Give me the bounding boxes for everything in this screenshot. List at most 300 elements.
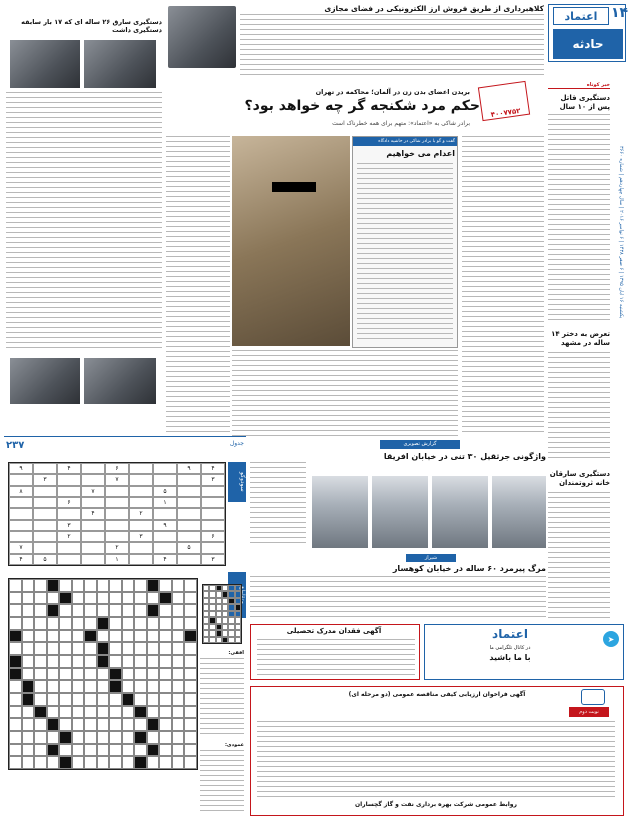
crossword-cell[interactable] [122,642,135,655]
crossword-cell [59,592,72,605]
sudoku-cell[interactable]: ۵ [153,486,177,497]
sudoku-cell[interactable] [33,542,57,553]
crossword-cell [97,617,110,630]
crossword-cell[interactable] [47,592,60,605]
sudoku-cell[interactable] [129,474,153,485]
crossword-cell[interactable] [159,655,172,668]
sudoku-cell[interactable] [81,474,105,485]
mini-grid-cell[interactable] [235,637,241,643]
crossword-cell[interactable] [134,655,147,668]
crossword-cell[interactable] [59,617,72,630]
horizontal-clues-label: افقی: [228,650,244,656]
crossword-cell[interactable] [184,756,197,769]
crossword-cell[interactable] [9,592,22,605]
sudoku-cell[interactable]: ۹ [9,463,33,474]
crossword-cell[interactable] [97,731,110,744]
sudoku-cell[interactable] [105,486,129,497]
crossword-cell[interactable] [34,579,47,592]
sudoku-cell[interactable]: ۷ [81,486,105,497]
main-byline: برادر شاکی به «اعتماد»: متهم برای همه خطرناک است [332,120,470,127]
crossword-cell [47,579,60,592]
sudoku-cell[interactable] [9,474,33,485]
crossword-cell[interactable] [84,693,97,706]
crossword-cell[interactable] [22,579,35,592]
crossword-cell[interactable] [172,592,185,605]
crossword-cell[interactable] [84,655,97,668]
crossword-cell[interactable] [159,693,172,706]
sudoku-cell[interactable] [177,520,201,531]
sudoku-cell[interactable] [57,542,81,553]
crossword-cell[interactable] [109,630,122,643]
crossword-cell[interactable] [159,617,172,630]
crossword-cell[interactable] [109,744,122,757]
crossword-cell[interactable] [172,756,185,769]
sudoku-cell[interactable] [105,497,129,508]
crossword-cell[interactable] [47,756,60,769]
sudoku-cell[interactable] [177,486,201,497]
sudoku-cell[interactable] [81,497,105,508]
crossword-cell[interactable] [147,668,160,681]
crossword-cell[interactable] [84,731,97,744]
crossword-cell[interactable] [184,706,197,719]
sudoku-cell[interactable] [9,508,33,519]
crossword-cell[interactable] [159,680,172,693]
crossword-cell[interactable] [97,668,110,681]
crossword-cell[interactable] [34,617,47,630]
sudoku-cell[interactable] [105,520,129,531]
crossword-cell[interactable] [59,630,72,643]
crossword-cell[interactable] [47,655,60,668]
crossword-cell[interactable] [34,756,47,769]
sudoku-cell[interactable] [201,542,225,553]
sudoku-cell[interactable] [201,486,225,497]
crossword-cell[interactable] [184,744,197,757]
crossword-cell[interactable] [47,706,60,719]
sudoku-cell[interactable] [153,531,177,542]
crossword-cell[interactable] [172,693,185,706]
sudoku-cell[interactable] [57,474,81,485]
shiraz-body [250,576,546,620]
crossword-cell[interactable] [72,604,85,617]
crossword-cell[interactable] [72,592,85,605]
crossword-cell[interactable] [134,592,147,605]
crossword-cell[interactable] [34,668,47,681]
crossword-cell[interactable] [159,706,172,719]
crossword-cell[interactable] [172,668,185,681]
crossword-cell[interactable] [147,592,160,605]
crossword-cell[interactable] [59,693,72,706]
sudoku-cell[interactable] [153,508,177,519]
crossword-cell[interactable] [147,617,160,630]
sudoku-cell[interactable] [201,520,225,531]
crossword-cell[interactable] [184,617,197,630]
crossword-cell[interactable] [97,706,110,719]
crossword-cell[interactable] [72,706,85,719]
crossword-cell[interactable] [72,655,85,668]
crossword-cell[interactable] [122,718,135,731]
crossword-cell[interactable] [109,693,122,706]
left-top-story-title: دستگیری سارق ۲۶ ساله ای که ۱۷ بار سابقه دستگیری داشت [21,18,162,34]
crossword-cell[interactable] [34,655,47,668]
crossword-cell[interactable] [97,630,110,643]
crossword-cell[interactable] [72,630,85,643]
crossword-cell[interactable] [184,668,197,681]
crossword-cell[interactable] [47,617,60,630]
sudoku-cell[interactable]: ۱ [105,554,129,565]
crossword-cell[interactable] [109,731,122,744]
crossword-cell[interactable] [47,642,60,655]
crossword-cell[interactable] [59,642,72,655]
sudoku-cell[interactable]: ۲ [129,508,153,519]
crossword-cell[interactable] [34,693,47,706]
page-number: ۱۴ [611,5,629,21]
crossword-cell[interactable] [159,630,172,643]
crossword-cell[interactable] [159,604,172,617]
crossword-cell[interactable] [172,680,185,693]
crossword-cell[interactable] [9,706,22,719]
crossword-cell[interactable] [59,604,72,617]
sudoku-cell[interactable] [153,463,177,474]
crossword-cell[interactable] [22,668,35,681]
crossword-cell[interactable] [9,693,22,706]
crossword-cell[interactable] [172,617,185,630]
crossword-cell[interactable] [184,604,197,617]
crossword-cell[interactable] [184,718,197,731]
crossword-cell[interactable] [122,668,135,681]
main-story-col3 [232,350,458,438]
crossword-cell[interactable] [134,579,147,592]
crossword-cell[interactable] [22,756,35,769]
sudoku-cell[interactable]: ۹ [177,463,201,474]
crossword-cell[interactable] [84,592,97,605]
sudoku-cell[interactable] [129,463,153,474]
crossword-cell[interactable] [34,630,47,643]
crossword-cell[interactable] [47,680,60,693]
subscribe-cta[interactable]: با ما باشید [489,653,531,662]
sudoku-cell[interactable] [81,520,105,531]
sudoku-cell[interactable]: ۴ [81,508,105,519]
crossword-cell[interactable] [172,642,185,655]
crossword-cell[interactable] [97,579,110,592]
sudoku-cell[interactable] [177,474,201,485]
sudoku-cell[interactable] [105,508,129,519]
sudoku-cell[interactable] [33,508,57,519]
crossword-cell[interactable] [72,756,85,769]
crossword-cell[interactable] [159,718,172,731]
top-story-photo [168,6,236,68]
crossword-cell[interactable] [84,617,97,630]
crossword-cell[interactable] [122,744,135,757]
lost-doc-body [257,639,415,675]
crossword-cell[interactable] [147,756,160,769]
sudoku-cell[interactable] [9,520,33,531]
crossword-cell[interactable] [172,579,185,592]
crossword-cell[interactable] [34,744,47,757]
sudoku-cell[interactable]: ۴ [9,554,33,565]
sudoku-cell[interactable]: ۳ [57,520,81,531]
crossword-cell[interactable] [134,718,147,731]
crossword-cell[interactable] [159,756,172,769]
sudoku-cell[interactable] [153,474,177,485]
sudoku-cell[interactable]: ۶ [57,497,81,508]
crossword-cell[interactable] [109,592,122,605]
top-story-body [240,14,544,76]
sudoku-cell[interactable] [177,497,201,508]
crossword-cell[interactable] [97,604,110,617]
crossword-cell[interactable] [72,579,85,592]
sudoku-cell[interactable]: ۳ [33,474,57,485]
crossword-cell[interactable] [84,668,97,681]
crossword-cell[interactable] [9,744,22,757]
crossword-cell[interactable] [172,731,185,744]
crossword-cell[interactable] [122,617,135,630]
crossword-cell[interactable] [72,642,85,655]
crossword-cell[interactable] [84,744,97,757]
crossword-cell[interactable] [97,744,110,757]
crossword-cell[interactable] [109,617,122,630]
tender-ad [250,686,624,816]
crossword-cell[interactable] [147,706,160,719]
crossword-cell[interactable] [9,579,22,592]
sudoku-cell[interactable] [129,520,153,531]
crossword-cell[interactable] [59,680,72,693]
sudoku-cell[interactable] [129,554,153,565]
crossword-cell[interactable] [122,604,135,617]
crossword-cell[interactable] [84,642,97,655]
main-badge: ۴۰۰۷۷۵۲ [478,81,530,121]
crossword-cell[interactable] [134,604,147,617]
crossword-cell[interactable] [22,630,35,643]
sudoku-cell[interactable]: ۴ [201,463,225,474]
crossword-cell[interactable] [159,642,172,655]
crossword-cell[interactable] [84,680,97,693]
sudoku-cell[interactable] [81,542,105,553]
crossword-cell[interactable] [122,630,135,643]
crossword-cell[interactable] [59,579,72,592]
crossword-cell[interactable] [122,756,135,769]
crossword-cell[interactable] [184,693,197,706]
photo-report-label: گزارش تصویری [380,440,460,449]
crossword-cell[interactable] [34,731,47,744]
sudoku-cell[interactable]: ۴ [153,554,177,565]
crossword-cell[interactable] [97,680,110,693]
crossword-cell[interactable] [122,731,135,744]
sudoku-cell[interactable]: ۸ [9,486,33,497]
crossword-cell[interactable] [22,655,35,668]
crossword-cell[interactable] [97,756,110,769]
crossword-cell[interactable] [122,592,135,605]
crossword-cell[interactable] [72,693,85,706]
crossword-cell[interactable] [59,744,72,757]
crossword-cell[interactable] [22,642,35,655]
sudoku-cell[interactable]: ۶ [105,463,129,474]
crossword-cell[interactable] [172,706,185,719]
crossword-cell [109,680,122,693]
crossword-cell [147,579,160,592]
crossword-cell[interactable] [147,630,160,643]
crossword-cell[interactable] [72,744,85,757]
crossword-cell[interactable] [9,642,22,655]
crossword-cell[interactable] [134,630,147,643]
sudoku-cell[interactable]: ۱ [153,497,177,508]
crossword-cell[interactable] [184,655,197,668]
crossword-cell[interactable] [34,592,47,605]
sudoku-cell[interactable] [153,542,177,553]
sudoku-cell[interactable] [33,520,57,531]
crane-photo-1 [312,476,368,548]
crossword-cell[interactable] [147,731,160,744]
crossword-cell[interactable] [9,718,22,731]
crossword-cell[interactable] [159,668,172,681]
sudoku-cell[interactable]: ۹ [153,520,177,531]
crossword-cell[interactable] [9,731,22,744]
crossword-cell[interactable] [9,604,22,617]
sudoku-cell[interactable] [33,486,57,497]
crossword-cell[interactable] [22,744,35,757]
crossword-cell[interactable] [72,617,85,630]
crossword-cell[interactable] [97,592,110,605]
crossword-cell[interactable] [34,718,47,731]
sudoku-cell[interactable] [57,508,81,519]
crossword-cell[interactable] [122,706,135,719]
sudoku-cell[interactable] [81,531,105,542]
sudoku-cell[interactable] [57,554,81,565]
sudoku-cell[interactable] [81,554,105,565]
crossword-cell[interactable] [134,617,147,630]
crossword-cell[interactable] [134,693,147,706]
crossword-cell[interactable] [84,718,97,731]
crossword-cell[interactable] [34,680,47,693]
crossword-cell[interactable] [122,680,135,693]
crossword-cell[interactable] [22,604,35,617]
crossword-cell[interactable] [47,630,60,643]
crossword-cell[interactable] [134,744,147,757]
sudoku-cell[interactable] [33,463,57,474]
crossword-cell[interactable] [22,617,35,630]
crossword-cell[interactable] [34,604,47,617]
crossword-cell[interactable] [147,655,160,668]
sudoku-cell[interactable] [177,508,201,519]
sudoku-cell[interactable] [9,497,33,508]
crossword-cell[interactable] [109,756,122,769]
sudoku-cell[interactable] [201,508,225,519]
crossword-cell[interactable] [47,693,60,706]
crossword-cell[interactable] [72,731,85,744]
sudoku-cell[interactable] [177,531,201,542]
sudoku-cell[interactable]: ۲ [57,531,81,542]
crossword-cell[interactable] [47,668,60,681]
crossword-cell[interactable] [72,668,85,681]
crossword-cell[interactable] [184,579,197,592]
crossword-cell[interactable] [97,718,110,731]
crossword-cell[interactable] [22,718,35,731]
crossword-cell[interactable] [72,680,85,693]
crossword-cell[interactable] [34,642,47,655]
crossword-cell[interactable] [147,693,160,706]
sudoku-cell[interactable] [177,554,201,565]
crossword-cell[interactable] [97,693,110,706]
sudoku-cell[interactable] [129,542,153,553]
crossword-cell[interactable] [84,604,97,617]
crossword-cell[interactable] [172,718,185,731]
sudoku-cell[interactable]: ۴ [57,463,81,474]
sudoku-cell[interactable]: ۷ [105,474,129,485]
crossword-cell[interactable] [84,579,97,592]
crossword-cell[interactable] [147,642,160,655]
sudoku-cell[interactable] [81,463,105,474]
sudoku-cell[interactable] [201,497,225,508]
crossword-cell[interactable] [59,706,72,719]
crossword-cell[interactable] [172,604,185,617]
crossword-cell[interactable] [47,731,60,744]
crossword-cell[interactable] [184,642,197,655]
crossword-cell[interactable] [159,579,172,592]
crossword-cell[interactable] [134,642,147,655]
crossword-cell[interactable] [134,680,147,693]
crossword-cell[interactable] [84,706,97,719]
sudoku-cell[interactable]: ۲ [105,542,129,553]
crossword-cell[interactable] [122,655,135,668]
sudoku-cell[interactable]: ۳ [129,531,153,542]
crossword-cell[interactable] [22,731,35,744]
crossword-cell[interactable] [22,592,35,605]
sudoku-cell[interactable] [105,531,129,542]
crossword-cell[interactable] [159,731,172,744]
crossword-cell[interactable] [109,718,122,731]
sudoku-cell[interactable]: ۶ [201,531,225,542]
crossword-cell[interactable] [9,680,22,693]
sudoku-cell[interactable] [129,497,153,508]
crossword-cell[interactable] [84,756,97,769]
crossword-cell[interactable] [184,592,197,605]
sudoku-cell[interactable]: ۵ [33,554,57,565]
sudoku-cell[interactable] [33,497,57,508]
crossword-cell[interactable] [134,668,147,681]
crossword-cell[interactable] [147,680,160,693]
crossword-cell[interactable] [59,718,72,731]
crossword-cell[interactable] [109,655,122,668]
crossword-cell[interactable] [109,604,122,617]
crossword-cell[interactable] [184,731,197,744]
crossword-cell[interactable] [109,642,122,655]
sudoku-cell[interactable] [33,531,57,542]
crossword-cell[interactable] [9,756,22,769]
crossword-cell[interactable] [172,630,185,643]
sudoku-cell[interactable] [57,486,81,497]
crossword-cell[interactable] [184,680,197,693]
crossword-cell[interactable] [109,579,122,592]
table-label: جدول [229,440,244,447]
suspect-photo-4 [84,358,156,404]
crossword-cell[interactable] [22,706,35,719]
crossword-cell[interactable] [172,744,185,757]
crossword-cell[interactable] [172,655,185,668]
crossword-cell[interactable] [109,706,122,719]
crossword-cell[interactable] [9,617,22,630]
sudoku-cell[interactable] [9,531,33,542]
crossword-cell[interactable] [59,668,72,681]
crossword-cell[interactable] [59,655,72,668]
crossword-cell [9,668,22,681]
crossword-cell[interactable] [122,579,135,592]
sudoku-cell[interactable]: ۵ [177,542,201,553]
crossword-cell[interactable] [159,744,172,757]
crossword-cell[interactable] [72,718,85,731]
sudoku-cell[interactable] [129,486,153,497]
sudoku-cell[interactable]: ۷ [9,542,33,553]
sudoku-cell[interactable]: ۳ [201,474,225,485]
sudoku-cell[interactable]: ۳ [201,554,225,565]
